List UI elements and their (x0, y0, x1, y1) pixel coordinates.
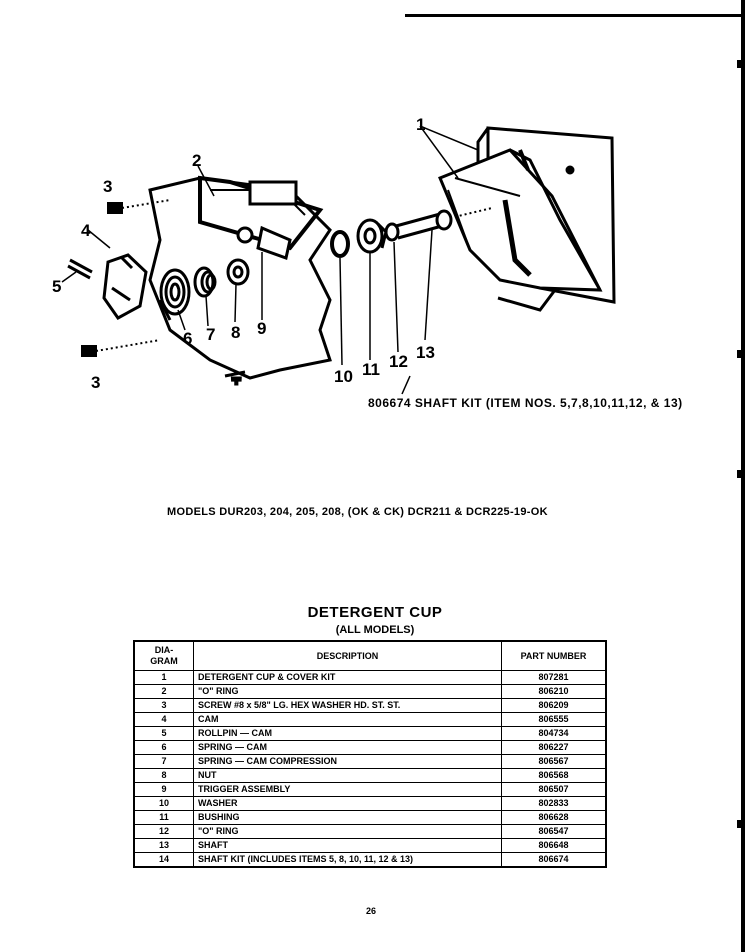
part-number: 806628 (502, 811, 607, 825)
part-number: 807281 (502, 671, 607, 685)
description: TRIGGER ASSEMBLY (194, 783, 502, 797)
exploded-parts-diagram (0, 0, 750, 450)
table-row (134, 797, 606, 811)
diagram-no: 9 (134, 783, 194, 797)
washer (332, 232, 348, 256)
svg-text:'T': 'T' (232, 377, 241, 386)
diagram-no: 5 (134, 727, 194, 741)
part-number: 804734 (502, 727, 607, 741)
header-part-number: PART NUMBER (502, 641, 607, 671)
table-row (134, 811, 606, 825)
callout-5: 5 (52, 277, 62, 296)
diagram-no: 3 (134, 699, 194, 713)
part-number: 806210 (502, 685, 607, 699)
diagram-no: 13 (134, 839, 194, 853)
callout-4: 4 (81, 221, 91, 240)
part-number: 806227 (502, 741, 607, 755)
bushing (358, 220, 386, 252)
part-number: 802833 (502, 797, 607, 811)
callout-3-bottom: 3 (91, 373, 101, 392)
scan-mark (737, 470, 743, 478)
page-number: 26 (366, 906, 377, 916)
header-diagram-line1: DIA- (154, 645, 174, 655)
callout-7: 7 (206, 325, 216, 344)
detergent-cup-housing (440, 128, 614, 310)
table-row (134, 853, 606, 868)
part-number: 806507 (502, 783, 607, 797)
shaft-kit-note: 806674 SHAFT KIT (ITEM NOS. 5,7,8,10,11,12, & 13) (368, 396, 683, 410)
callout-1: 1 (416, 115, 426, 134)
parts-table (133, 640, 607, 868)
header-diagram-line2: GRAM (150, 656, 178, 666)
description: SHAFT (194, 839, 502, 853)
description: BUSHING (194, 811, 502, 825)
description: SPRING — CAM COMPRESSION (194, 755, 502, 769)
header-description: DESCRIPTION (194, 641, 502, 671)
header-diagram (134, 641, 194, 671)
table-row (134, 839, 606, 853)
table-row (134, 825, 606, 839)
diagram-no: 14 (134, 853, 194, 868)
diagram-no: 7 (134, 755, 194, 769)
description: SCREW #8 x 5/8" LG. HEX WASHER HD. ST. ST. (194, 699, 502, 713)
description: NUT (194, 769, 502, 783)
table-title: DETERGENT CUP (307, 604, 443, 621)
callout-9: 9 (257, 319, 267, 338)
table-row (134, 699, 606, 713)
diagram-no: 2 (134, 685, 194, 699)
diagram-no: 4 (134, 713, 194, 727)
table-row (134, 713, 606, 727)
table-row (134, 671, 606, 685)
callout-3-top: 3 (103, 177, 113, 196)
callout-12: 12 (389, 352, 408, 371)
diagram-no: 10 (134, 797, 194, 811)
part-number: 806209 (502, 699, 607, 713)
description: SPRING — CAM (194, 741, 502, 755)
table-row (134, 769, 606, 783)
diagram-no: 1 (134, 671, 194, 685)
callout-10: 10 (334, 367, 353, 386)
callout-2: 2 (192, 151, 202, 170)
diagram-no: 8 (134, 769, 194, 783)
callout-13: 13 (416, 343, 435, 362)
diagram-no: 6 (134, 741, 194, 755)
part-number: 806567 (502, 755, 607, 769)
description: ROLLPIN — CAM (194, 727, 502, 741)
table-row (134, 741, 606, 755)
callout-6: 6 (183, 329, 193, 348)
models-line: MODELS DUR203, 204, 205, 208, (OK & CK) DCR211 & DCR225-19-OK (167, 506, 548, 518)
table-subtitle: (ALL MODELS) (335, 624, 415, 636)
callout-8: 8 (231, 323, 241, 342)
description: "O" RING (194, 825, 502, 839)
table-row (134, 755, 606, 769)
cam (104, 255, 146, 318)
description: DETERGENT CUP & COVER KIT (194, 671, 502, 685)
table-header-row (134, 641, 606, 671)
table-row (134, 783, 606, 797)
part-number: 806547 (502, 825, 607, 839)
callout-11: 11 (362, 360, 380, 379)
description: SHAFT KIT (INCLUDES ITEMS 5, 8, 10, 11, 12 & 13) (194, 853, 502, 868)
diagram-no: 11 (134, 811, 194, 825)
part-number: 806568 (502, 769, 607, 783)
description: CAM (194, 713, 502, 727)
description: WASHER (194, 797, 502, 811)
dispenser-plate (150, 178, 330, 386)
description: "O" RING (194, 685, 502, 699)
table-row (134, 685, 606, 699)
table-row (134, 727, 606, 741)
diagram-no: 12 (134, 825, 194, 839)
scan-mark (737, 820, 743, 828)
part-number: 806555 (502, 713, 607, 727)
part-number: 806648 (502, 839, 607, 853)
part-number: 806674 (502, 853, 607, 868)
